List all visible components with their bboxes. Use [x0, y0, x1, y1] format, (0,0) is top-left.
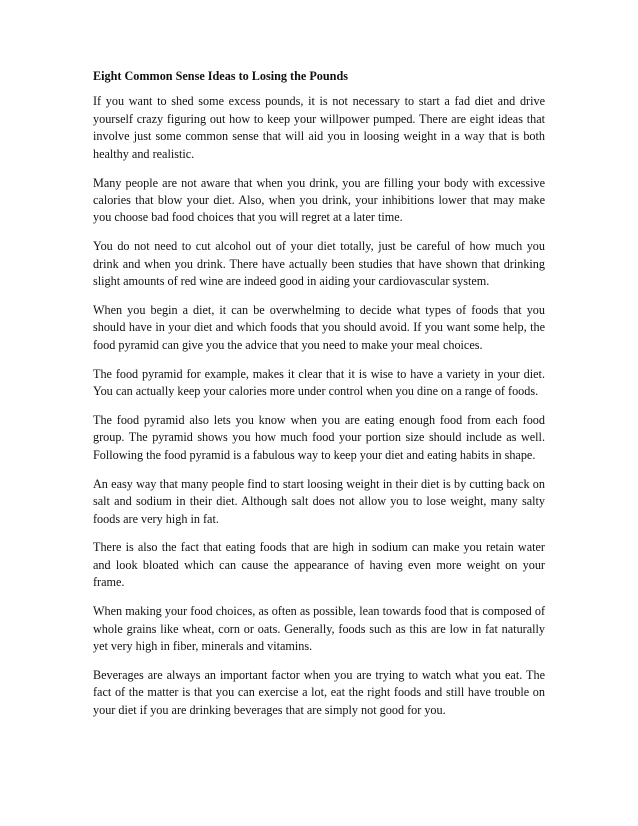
paragraph-8: There is also the fact that eating foods that are high in sodium can make you retain water and look bloated which can cause the appearance of having even more weight on your frame.: [93, 540, 545, 590]
document-title: Eight Common Sense Ideas to Losing the Pounds: [93, 69, 348, 83]
paragraph-5: The food pyramid for example, makes it clear that it is wise to have a variety in your diet. You can actually keep your calories more under control when you dine on a range of foods.: [93, 366, 545, 399]
paragraph-7: An easy way that many people find to start loosing weight in their diet is by cutting back on salt and sodium in their diet. Although salt does not allow you to lose weight, many salty foods are very high in fat.: [93, 476, 545, 526]
paragraph-3: You do not need to cut alcohol out of your diet totally, just be careful of how much you drink and when you drink. There have actually been studies that have shown that drinking slight amounts of red wine are indeed good in aiding your cardiovascular system.: [93, 239, 545, 289]
paragraph-9: When making your food choices, as often as possible, lean towards food that is composed of whole grains like wheat, corn or oats. Generally, foods such as this are low in fat naturally yet very high in fiber, minerals and vitamins.: [93, 604, 545, 653]
document-body: [93, 68, 545, 731]
paragraph-10: Beverages are always an important factor when you are trying to watch what you eat. The fact of the matter is that you can exercise a lot, eat the right foods and still have trouble on your diet if you are drinking beverages that are simply not good for you.: [93, 667, 545, 717]
paragraph-1: If you want to shed some excess pounds, it is not necessary to start a fad diet and drive yourself crazy figuring out how to keep your willpower pumped. There are eight ideas that involve just some common sense that will aid you in loosing weight in a way that is both healthy and realistic.: [93, 94, 545, 161]
paragraph-2: Many people are not aware that when you drink, you are filling your body with excessive calories that blow your diet. Also, when you drink, your inhibitions lower that may make you choose bad food choices that you will regret at a later time.: [93, 175, 545, 225]
paragraph-4: When you begin a diet, it can be overwhelming to decide what types of foods that you should have in your diet and which foods that you should avoid. If you want some help, the food pyramid can give you the advice that you need to make your meal choices.: [93, 302, 545, 352]
paragraph-6: The food pyramid also lets you know when you are eating enough food from each food group. The pyramid shows you how much food your portion size should include as well. Following the food pyramid is a fabulous way to keep your diet and eating habits in shape.: [93, 413, 545, 462]
